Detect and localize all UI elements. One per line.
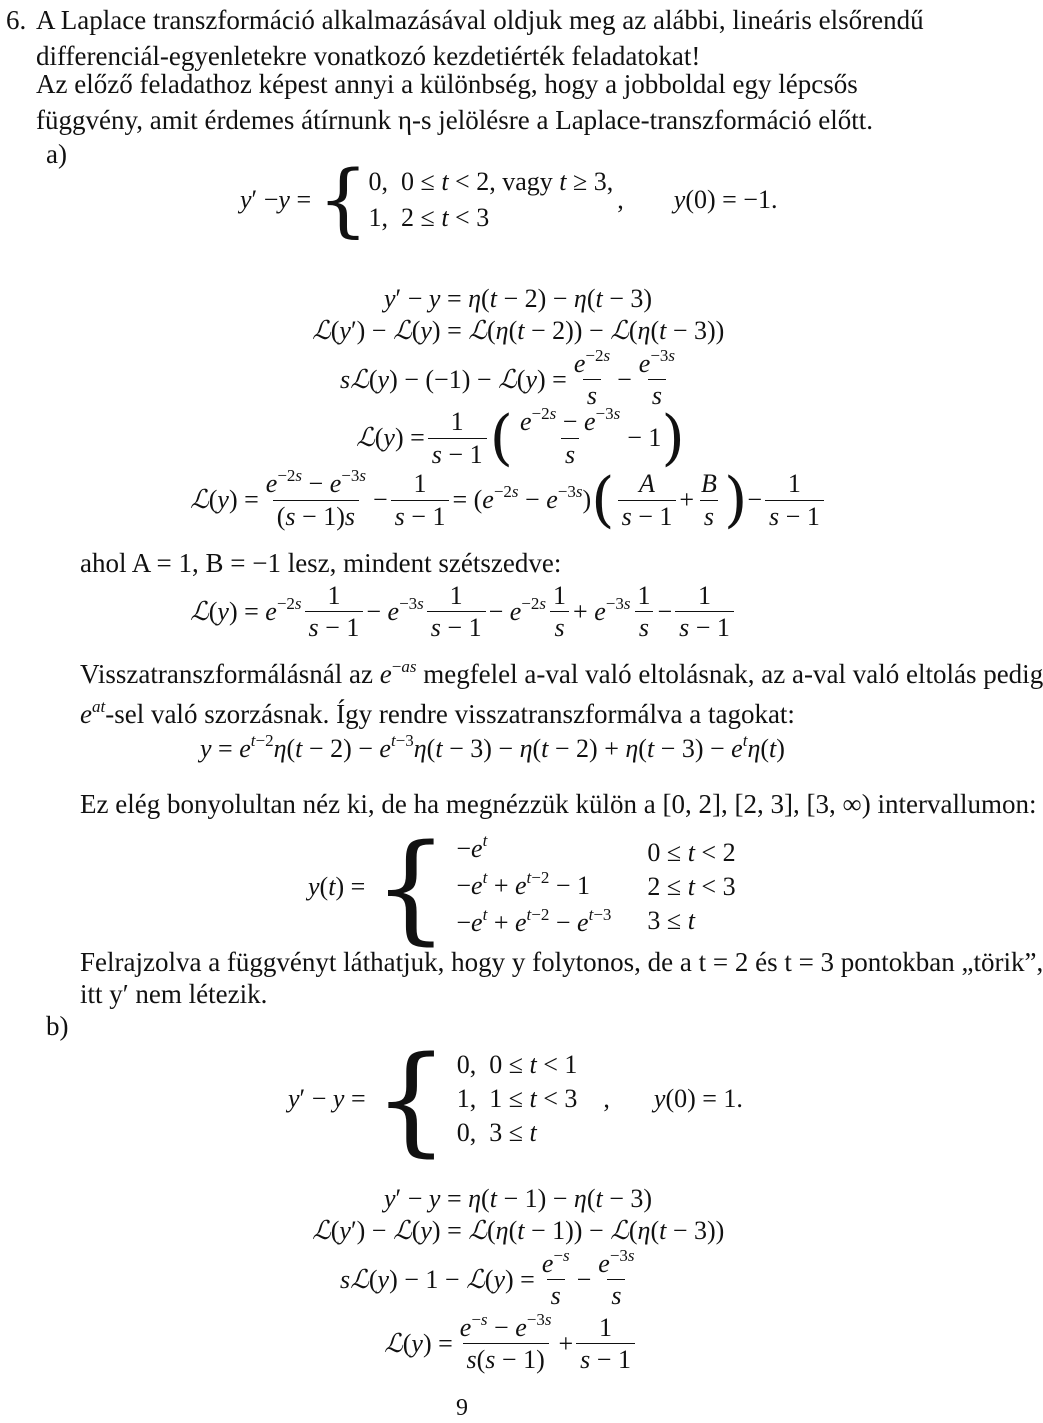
eq-a-piecewise: y(t) = { $-e^t$ $-e^t + e^{t-2} - 1$ $-e^t + e^{t-2} - e^{t-3}$ 0 ≤ t < 2 2 ≤ t < 3 3 ≤ t bbox=[308, 818, 736, 956]
problem-intro: A Laplace transzformáció alkalmazásával oldjuk meg az alábbi, lineáris elsőrendű differenciál-egyenletekre vonatkozó kezdetiérték feladatokat! bbox=[36, 5, 924, 71]
conclusion-2: itt y′ nem létezik. bbox=[80, 979, 268, 1009]
conclusion-1: Felrajzolva a függvényt láthatjuk, hogy y folytonos, de a t = 2 és t = 3 pontokban „törik”, bbox=[80, 947, 1043, 977]
problem-note: Az előző feladathoz képest annyi a különbség, hogy a jobboldal egy lépcsős függvény, amit érdemes átírnunk η-s jelölésre a Laplace-transzformáció előtt. bbox=[36, 69, 874, 135]
visszatr-text-3: -sel való szorzásnak. Így rendre visszatranszformálva a tagokat: bbox=[105, 699, 795, 729]
eq-a-1: y′ − y = η(t − 2) − η(t − 3) bbox=[384, 284, 653, 313]
eq-a-7: $y = e^{t-2}\eta(t - 2) - e^{t-3}\eta(t - 3) - \eta(t - 2) + \eta(t - 3) - e^t\eta(t)$ bbox=[200, 731, 785, 763]
eq-b-3: sℒ(y) − 1 − ℒ(y) = $\frac{e^{-s}}{s}$ − $\frac{e^{-3s}}{s}$ bbox=[340, 1246, 635, 1311]
interval-text: Ez elég bonyolultan néz ki, de ha megnézzük külön a [0, 2], [2, 3], [3, ∞) intervallumon: bbox=[80, 789, 1037, 819]
eq-a-5: ℒ(y) = $\frac{e^{-2s} - e^{-3s}}{(s - 1)s}$ − $\frac{1}{s - 1}$ = $(e^{-2s} - e^{-3s})$ ( $\frac{A}{s - 1}$ + $\frac{B}{s}$ ) − $\frac{1}{s - 1}$ bbox=[190, 470, 827, 530]
eq-b-2: ℒ(y′) − ℒ(y) = ℒ(η(t − 1)) − ℒ(η(t − 3)) bbox=[312, 1216, 725, 1246]
visszatr-text-2: megfelel a-val való eltolásnak, az a-val való eltolás pedig bbox=[423, 659, 1043, 689]
ahol-text: ahol A = 1, B = −1 lesz, mindent szétszedve: bbox=[80, 548, 562, 578]
part-b-label: b) bbox=[46, 1011, 69, 1041]
eq-b-1: y′ − y = η(t − 1) − η(t − 3) bbox=[384, 1184, 653, 1213]
equation-a-statement: y ′ − y = { 0, 0 ≤ t < 2, vagy t ≥ 3, 1, 2 ≤ t < 3 , y(0) = −1. bbox=[240, 153, 778, 246]
page-number: 9 bbox=[456, 1395, 468, 1421]
eq-a-2: ℒ(y′) − ℒ(y) = ℒ(η(t − 2)) − ℒ(η(t − 3)) bbox=[312, 316, 725, 346]
eq-b-4: ℒ(y) = $\frac{e^{-s} - e^{-3s}}{s(s - 1)}$ + $\frac{1}{s - 1}$ bbox=[384, 1314, 638, 1374]
part-a-label: a) bbox=[46, 139, 67, 169]
problem-number: 6. bbox=[6, 5, 27, 35]
visszatr-text-1: Visszatranszformálásnál az bbox=[80, 659, 373, 689]
eq-a-3: sℒ(y) − (−1) − ℒ(y) = $\frac{e^{-2s}}{s}$ − $\frac{e^{-3s}}{s}$ bbox=[340, 346, 676, 411]
eq-a-4: ℒ(y) = $\frac{1}{s - 1}$ ( $\frac{e^{-2s} - e^{-3s}}{s}$ − 1 ) bbox=[356, 403, 685, 473]
visszatr-paragraph: Visszatranszformálásnál az $e^{-as}$ megfelel a-val való eltolásnak, az a-val való eltolás pedig $e^{at}$-sel való szorzásnak. Így rendre visszatranszformálva a tagokat: bbox=[80, 657, 1043, 729]
equation-b-statement: y′ − y = { 0, 0 ≤ t < 1 1, 1 ≤ t < 3 0, 3 ≤ t , y(0) = 1. bbox=[288, 1030, 743, 1168]
eq-a-6: ℒ(y) = $e^{-2s}$ $\frac{1}{s - 1}$ − $e^{-3s}$ $\frac{1}{s - 1}$ − $e^{-2s}$ $\frac{1}{s}$ + $e^{-3s}$ $\frac{1}{s}$ − $\frac{1}{s - 1}$ bbox=[190, 582, 737, 642]
